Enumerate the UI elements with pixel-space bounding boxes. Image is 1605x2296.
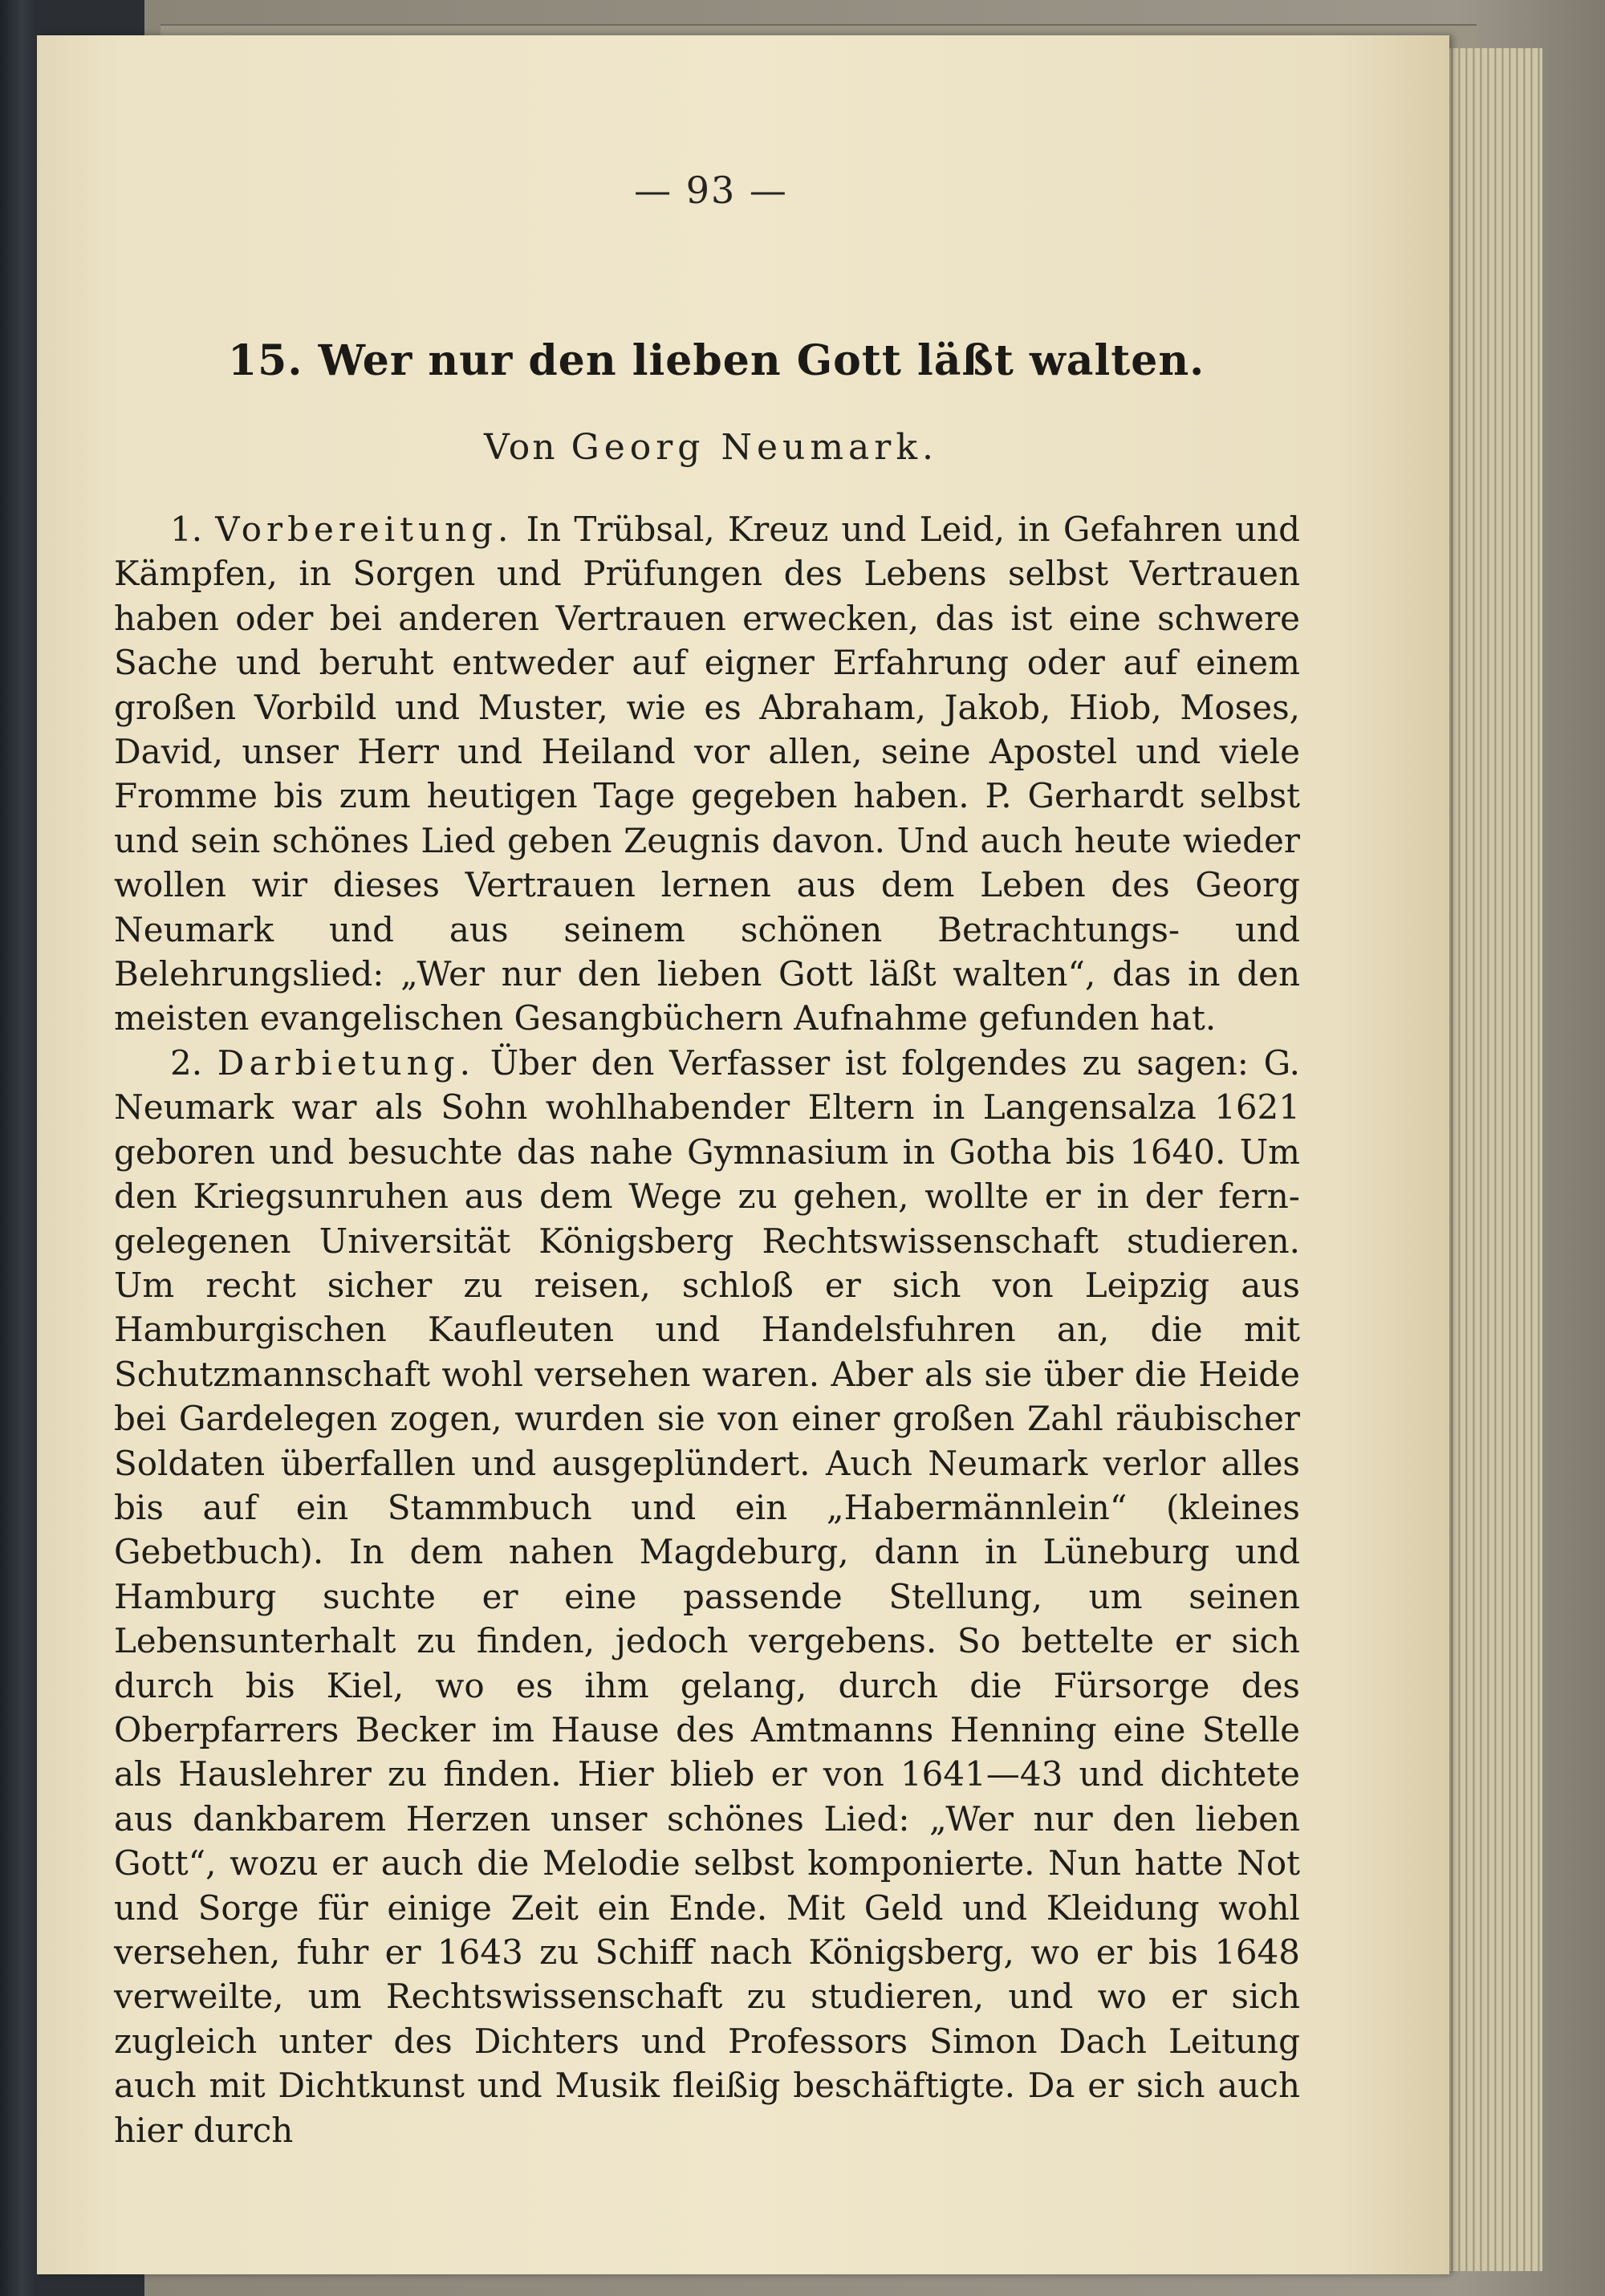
book-page: [37, 35, 1449, 2274]
section-paragraph: [114, 1041, 1300, 2152]
byline-author: Georg Neumark.: [571, 427, 938, 468]
section-paragraph: [114, 507, 1300, 1041]
book-cover-edge: [0, 0, 37, 2296]
body-text: [114, 507, 1300, 2152]
page-number: — 93 —: [634, 169, 788, 212]
byline: [37, 427, 1385, 468]
section-title: Vorbereitung.: [215, 510, 514, 549]
byline-prefix: Von: [484, 427, 558, 468]
section-number: 2.: [170, 1042, 203, 1083]
page-edges: [1444, 48, 1542, 2271]
section-text: Über den Verfasser ist folgendes zu sagen: G. Neumark war als Sohn wohlhabender Eltern in Langensalza 1621 geboren und besuchte das nahe Gymnasium in Gotha bis 1640. Um den Kriegsunruhen aus dem Wege zu gehen, wollte er in der ferngelegenen Universität Königsberg Rechtswissenschaft studieren. Um recht sicher zu reisen, schloß er sich von Leipzig aus Hamburgischen Kaufleuten und Handelsfuhren an, die mit Schutzmannschaft wohl versehen waren. Aber als sie über die Heide bei Gardelegen zogen, wurden sie von einer großen Zahl räubischer Soldaten überfallen und ausgeplündert. Auch Neumark verlor alles bis auf ein Stammbuch und ein „Habermännlein“ (kleines Gebetbuch). In dem nahen Magdeburg, dann in Lüneburg und Hamburg suchte er eine passende Stellung, um seinen Lebensunterhalt zu finden, jedoch vergebens. So bettelte er sich durch bis Kiel, wo es ihm gelang, durch die Fürsorge des Oberpfarrers Becker im Hause des Amtmanns Henning eine Stelle als Hauslehrer zu finden. Hier blieb er von 1641—43 und dichtete aus dankbarem Herzen unser schönes Lied: „Wer nur den lieben Gott“, wozu er auch die Melodie selbst komponierte. Nun hatte Not und Sorge für einige Zeit ein Ende. Mit Geld und Kleidung wohl versehen, fuhr er 1643 zu Schiff nach Königsberg, wo er bis 1648 verweilte, um Rechtswissenschaft zu studieren, und wo er sich zugleich unter des Dichters und Professors Simon Dach Leitung auch mit Dichtkunst und Musik fleißig beschäftigte. Da er sich auch hier durch: [114, 1042, 1301, 2150]
section-number: 1.: [170, 510, 203, 549]
section-text: In Trübsal, Kreuz und Leid, in Gefahren und Kämpfen, in Sorgen und Prüfungen des Lebens selbst Vertrauen haben oder bei anderen Vertrauen erwecken, das ist eine schwere Sache und beruht entweder auf eigner Erfahrung oder auf einem großen Vorbild und Muster, wie es Abraham, Jakob, Hiob, Moses, David, unser Herr und Heiland vor allen, seine Apostel und viele Fromme bis zum heutigen Tage gegeben haben. P. Gerhardt selbst und sein schönes Lied geben Zeugnis davon. Und auch heute wieder wollen wir dieses Vertrauen lernen aus dem Leben des Georg Neumark und aus seinem schönen Betrachtungs- und Belehrungslied: „Wer nur den lieben Gott läßt walten“, das in den meisten evangelischen Gesangbüchern Aufnahme gefunden hat.: [114, 510, 1300, 1038]
chapter-heading: 15. Wer nur den lieben Gott läßt walten.: [228, 336, 1205, 385]
section-title: Darbietung.: [217, 1042, 475, 1083]
